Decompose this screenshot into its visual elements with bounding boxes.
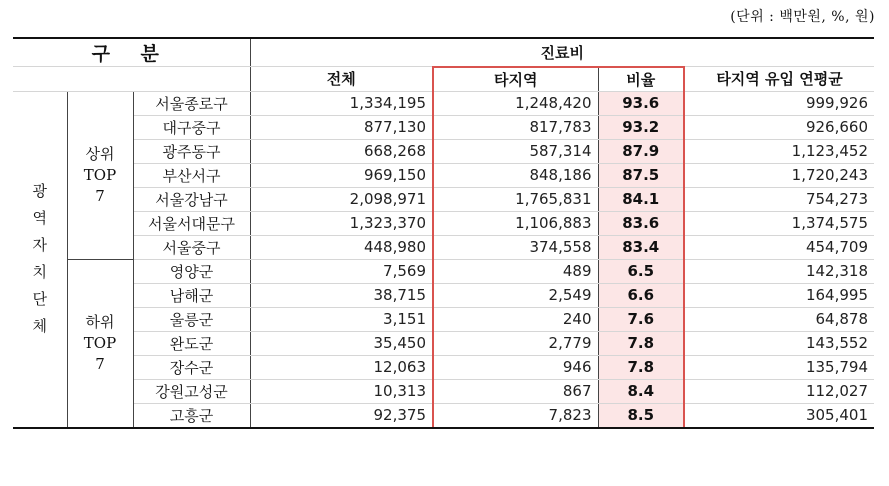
row-total: 35,450 bbox=[250, 331, 433, 355]
row-ratio: 7.8 bbox=[598, 355, 684, 379]
row-name: 남해군 bbox=[133, 283, 250, 307]
row-other: 2,779 bbox=[433, 331, 598, 355]
row-name: 고흥군 bbox=[133, 403, 250, 428]
row-ratio: 6.5 bbox=[598, 259, 684, 283]
row-name: 서울서대문구 bbox=[133, 211, 250, 235]
row-total: 1,334,195 bbox=[250, 91, 433, 115]
row-avg: 135,794 bbox=[684, 355, 874, 379]
table-row bbox=[13, 235, 874, 259]
row-ratio: 93.6 bbox=[598, 91, 684, 115]
row-total: 877,130 bbox=[250, 115, 433, 139]
group-bottom7-label: 하위 TOP 7 bbox=[67, 259, 133, 428]
row-other: 848,186 bbox=[433, 163, 598, 187]
medical-fee-table bbox=[13, 37, 874, 429]
row-other: 374,558 bbox=[433, 235, 598, 259]
header-gubun: 구 분 bbox=[13, 38, 250, 67]
row-other: 489 bbox=[433, 259, 598, 283]
row-avg: 999,926 bbox=[684, 91, 874, 115]
table-row bbox=[13, 403, 874, 428]
row-ratio: 87.9 bbox=[598, 139, 684, 163]
table-row bbox=[13, 307, 874, 331]
row-avg: 164,995 bbox=[684, 283, 874, 307]
row-other: 946 bbox=[433, 355, 598, 379]
row-total: 12,063 bbox=[250, 355, 433, 379]
row-name: 서울중구 bbox=[133, 235, 250, 259]
row-total: 448,980 bbox=[250, 235, 433, 259]
header-ratio: 비율 bbox=[598, 67, 684, 92]
row-total: 969,150 bbox=[250, 163, 433, 187]
region-label: 광 역 자 치 단 체 bbox=[13, 91, 67, 428]
row-avg: 1,374,575 bbox=[684, 211, 874, 235]
table-row bbox=[13, 211, 874, 235]
row-ratio: 7.6 bbox=[598, 307, 684, 331]
row-other: 240 bbox=[433, 307, 598, 331]
row-name: 울릉군 bbox=[133, 307, 250, 331]
row-name: 장수군 bbox=[133, 355, 250, 379]
table-row bbox=[13, 331, 874, 355]
row-total: 92,375 bbox=[250, 403, 433, 428]
table-row bbox=[13, 115, 874, 139]
row-other: 817,783 bbox=[433, 115, 598, 139]
table-row bbox=[13, 283, 874, 307]
row-avg: 926,660 bbox=[684, 115, 874, 139]
row-total: 2,098,971 bbox=[250, 187, 433, 211]
row-ratio: 8.5 bbox=[598, 403, 684, 428]
table-row bbox=[13, 163, 874, 187]
row-ratio: 84.1 bbox=[598, 187, 684, 211]
row-avg: 64,878 bbox=[684, 307, 874, 331]
row-avg: 143,552 bbox=[684, 331, 874, 355]
table-row bbox=[13, 355, 874, 379]
table-row bbox=[13, 91, 874, 115]
row-avg: 142,318 bbox=[684, 259, 874, 283]
row-name: 강원고성군 bbox=[133, 379, 250, 403]
row-name: 대구중구 bbox=[133, 115, 250, 139]
table-row bbox=[13, 187, 874, 211]
row-name: 서울강남구 bbox=[133, 187, 250, 211]
row-total: 7,569 bbox=[250, 259, 433, 283]
row-ratio: 8.4 bbox=[598, 379, 684, 403]
row-ratio: 7.8 bbox=[598, 331, 684, 355]
row-total: 668,268 bbox=[250, 139, 433, 163]
row-other: 1,248,420 bbox=[433, 91, 598, 115]
row-name: 서울종로구 bbox=[133, 91, 250, 115]
row-ratio: 93.2 bbox=[598, 115, 684, 139]
row-name: 부산서구 bbox=[133, 163, 250, 187]
row-other: 1,765,831 bbox=[433, 187, 598, 211]
table-row bbox=[13, 139, 874, 163]
row-name: 광주동구 bbox=[133, 139, 250, 163]
row-other: 867 bbox=[433, 379, 598, 403]
group-top7-label: 상위 TOP 7 bbox=[67, 91, 133, 259]
row-name: 완도군 bbox=[133, 331, 250, 355]
header-medical-fee: 진료비 bbox=[250, 38, 874, 67]
header-gubun-blank bbox=[13, 67, 250, 92]
row-other: 2,549 bbox=[433, 283, 598, 307]
row-avg: 112,027 bbox=[684, 379, 874, 403]
row-total: 3,151 bbox=[250, 307, 433, 331]
header-avg-annual: 타지역 유입 연평균 bbox=[684, 67, 874, 92]
row-avg: 454,709 bbox=[684, 235, 874, 259]
row-name: 영양군 bbox=[133, 259, 250, 283]
row-ratio: 6.6 bbox=[598, 283, 684, 307]
row-avg: 305,401 bbox=[684, 403, 874, 428]
header-other-region: 타지역 bbox=[433, 67, 598, 92]
row-avg: 754,273 bbox=[684, 187, 874, 211]
row-total: 10,313 bbox=[250, 379, 433, 403]
header-total: 전체 bbox=[250, 67, 433, 92]
row-other: 7,823 bbox=[433, 403, 598, 428]
row-ratio: 87.5 bbox=[598, 163, 684, 187]
row-avg: 1,720,243 bbox=[684, 163, 874, 187]
row-ratio: 83.4 bbox=[598, 235, 684, 259]
row-total: 1,323,370 bbox=[250, 211, 433, 235]
unit-note: (단위 : 백만원, %, 원) bbox=[730, 9, 875, 25]
table-row bbox=[13, 259, 874, 283]
row-other: 587,314 bbox=[433, 139, 598, 163]
row-total: 38,715 bbox=[250, 283, 433, 307]
row-avg: 1,123,452 bbox=[684, 139, 874, 163]
row-ratio: 83.6 bbox=[598, 211, 684, 235]
table-row bbox=[13, 379, 874, 403]
row-other: 1,106,883 bbox=[433, 211, 598, 235]
